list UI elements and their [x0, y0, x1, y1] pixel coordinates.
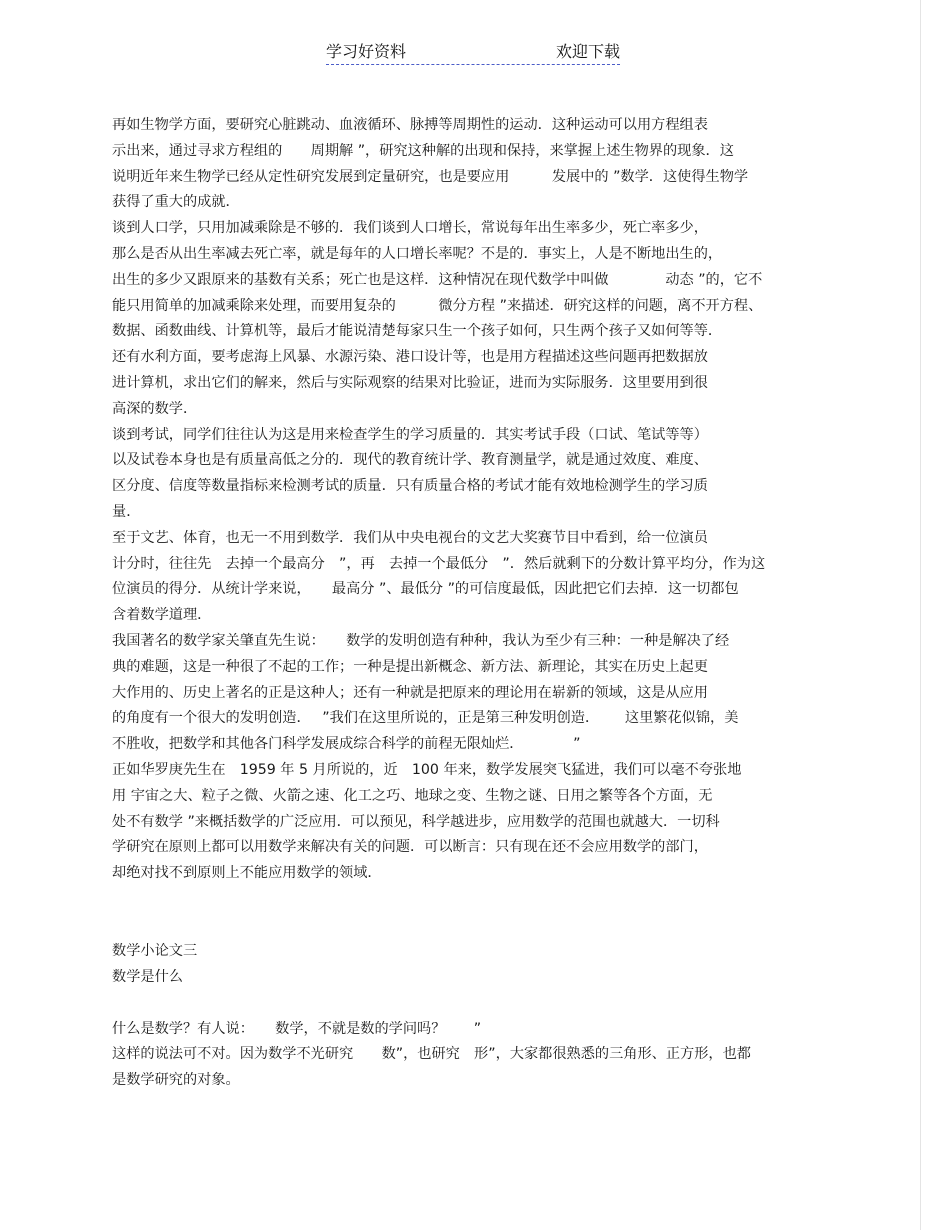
text-line: 高深的数学．: [112, 400, 198, 417]
text-line: 大作用的、历史上著名的正是这种人；还有一种就是把原来的理论用在崭新的领域，这是从应用: [112, 684, 708, 701]
header-left-text: 学习好资料: [326, 42, 407, 61]
text-line: 这样的说法可不对。因为数学不光研究 数”，也研究 形”，大家都很熟悉的三角形、正方形，也都: [112, 1046, 751, 1063]
text-line: 用 宇宙之大、粒子之微、火箭之速、化工之巧、地球之变、生物之谜、日用之繁等各个方面，无: [112, 787, 713, 804]
text-line: 示出来，通过寻求方程组的 周期解 ”，研究这种解的出现和保持，来掌握上述生物界的现象．这: [112, 142, 734, 159]
text-line: 能只用简单的加减乘除来处理，而要用复杂的 微分方程 ”来描述．研究这样的问题，离不开方程、: [112, 297, 763, 314]
text-line: 谈到考试，同学们往往认为这是用来检查学生的学习质量的．其实考试手段（口试、笔试等等）: [112, 426, 708, 443]
text-line: 那么是否从出生率减去死亡率，就是每年的人口增长率呢？不是的．事实上，人是不断地出生的，: [112, 245, 723, 262]
text-line: 区分度、信度等数量指标来检测考试的质量．只有质量合格的考试才能有效地检测学生的学习质: [112, 478, 708, 495]
text-line: 位演员的得分．从统计学来说， 最高分 ”、最低分 ”的可信度最低，因此把它们去掉．这一切都包: [112, 581, 739, 598]
text-line: 量．: [112, 503, 141, 520]
text-line: 含着数学道理．: [112, 607, 212, 624]
text-line: 谈到人口学，只用加减乘除是不够的．我们谈到人口增长，常说每年出生率多少，死亡率多少，: [112, 220, 708, 237]
text-line: 说明近年来生物学已经从定性研究发展到定量研究，也是要应用 发展中的 ”数学．这使得生物学: [112, 168, 749, 185]
text-line: 典的难题，这是一种很了不起的工作；一种是提出新概念、新方法、新理论，其实在历史上起更: [112, 658, 708, 675]
text-line: 再如生物学方面，要研究心脏跳动、血液循环、脉搏等周期性的运动．这种运动可以用方程组表: [112, 117, 708, 133]
text-line: 计分时，往往先 去掉一个最高分 ”，再 去掉一个最低分 ”．然后就剩下的分数计算平均分，作为这: [112, 555, 766, 572]
text-line: 还有水利方面，要考虑海上风暴、水源污染、港口设计等，也是用方程描述这些问题再把数据放: [112, 349, 708, 366]
text-line: 出生的多少又跟原来的基数有关系；死亡也是这样．这种情况在现代数学中叫做 动态 ”的，它不: [112, 271, 763, 288]
text-line: 正如华罗庚先生在 1959 年 5 月所说的，近 100 年来，数学发展突飞猛进，我们可以毫不夸张地: [112, 761, 742, 778]
text-line: 数据、函数曲线、计算机等，最后才能说清楚每家只生一个孩子如何，只生两个孩子又如何等等．: [112, 323, 723, 340]
page-edge-line: [920, 0, 921, 1230]
text-line: 以及试卷本身也是有质量高低之分的．现代的教育统计学、教育测量学，就是通过效度、难度、: [112, 452, 708, 469]
section-heading: 数学小论文三: [112, 942, 198, 959]
text-line: 学研究在原则上都可以用数学来解决有关的问题．可以断言：只有现在还不会应用数学的部门，: [112, 839, 708, 856]
text-line: 处不有数学 ”来概括数学的广泛应用．可以预见，科学越进步，应用数学的范围也就越大．一切科: [112, 813, 720, 830]
text-line: 至于文艺、体育，也无一不用到数学．我们从中央电视台的文艺大奖赛节目中看到，给一位演员: [112, 529, 708, 546]
section-subheading: 数学是什么: [112, 968, 183, 985]
text-line: 不胜收，把数学和其他各门科学发展成综合科学的前程无限灿烂． ”: [112, 736, 581, 753]
text-line: 的角度有一个很大的发明创造． ”我们在这里所说的，正是第三种发明创造． 这里繁花似锦，美: [112, 710, 739, 727]
text-line: 却绝对找不到原则上不能应用数学的领域．: [112, 865, 382, 882]
document-body: [112, 113, 822, 1094]
header-right-text: 欢迎下载: [555, 42, 620, 61]
text-line: 是数学研究的对象。: [112, 1072, 240, 1089]
text-line: 我国著名的数学家关肇直先生说： 数学的发明创造有种种，我认为至少有三种：一种是解决了经: [112, 632, 730, 649]
text-line: 什么是数学？有人说： 数学，不就是数的学问吗？ ”: [112, 1020, 482, 1037]
page-header: [326, 42, 620, 65]
text-line: 进计算机，求出它们的解来，然后与实际观察的结果对比验证，进而为实际服务．这里要用到很: [112, 374, 708, 391]
text-line: 获得了重大的成就．: [112, 194, 240, 211]
